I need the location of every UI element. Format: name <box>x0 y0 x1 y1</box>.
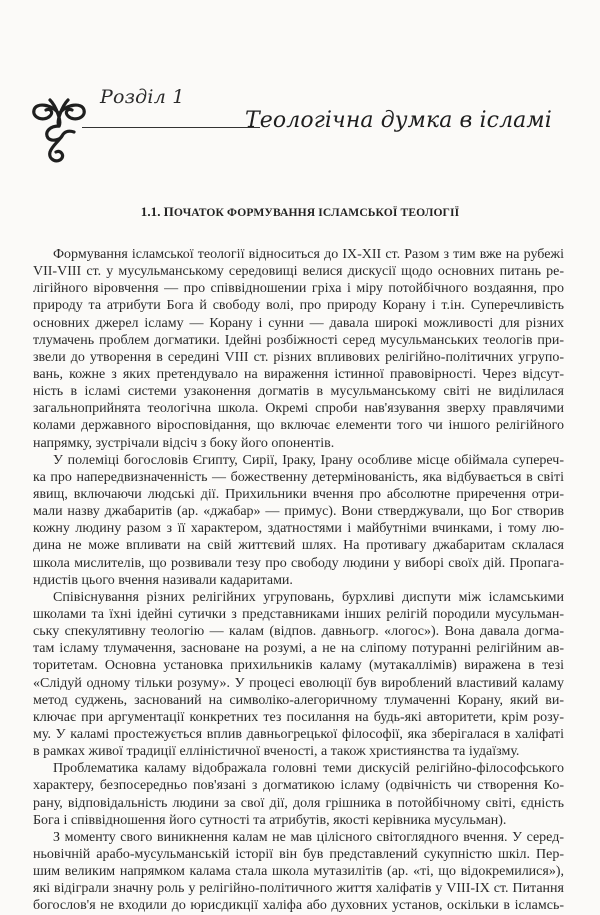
text-line: ську спекулятивну теологію — калам (відпов. давньогр. «логос»). Вона давала догма- <box>33 624 564 640</box>
text-line: ндистів цього вчення називали кадаритами. <box>33 572 293 588</box>
paragraph <box>33 246 564 452</box>
text-line: Формування ісламської теології відноситься до IX-XII ст. Разом з тим вже на рубежі <box>53 247 564 262</box>
text-line: колами державного віросповідання, що включає елементи того чи іншого релігійного <box>33 418 564 434</box>
text-line: ка про напередвизначенність — божественну детермінованість, яка відбувається в світі <box>33 469 564 485</box>
text-line: метод суджень, заснований на символіко-алегоричному тлумаченні Корану, який ви- <box>33 692 564 708</box>
paragraph <box>33 760 564 829</box>
text-line: кожну людину разом з її характером, здатностями і майбутніми вчинками, і тому лю- <box>33 521 564 537</box>
text-line: вань, кожне з яких претендувало на вираження істинної правовірності. Через відсут- <box>33 366 564 382</box>
text-line: там ісламу тлумачення, засноване на розумі, а не на сліпому потуранні релігійним ав- <box>33 641 564 657</box>
text-line: явищ, включаючи людські дії. Прихильники вчення про абсолютне приречення отри- <box>33 486 564 502</box>
section-title-initial: П <box>163 204 174 219</box>
text-line: З моменту свого виникнення калам не мав цілісного світоглядного вчення. У серед- <box>53 829 564 845</box>
body-text <box>33 246 564 914</box>
text-line: шим великим напрямком калама стала школа мутазилітів (ар. «ті, що відокремилися»), <box>33 864 564 880</box>
flourish-ornament-icon <box>28 96 90 166</box>
section-title: ОЧАТОК ФОРМУВАННЯ ІСЛАМСЬКОЇ ТЕОЛОГІЇ <box>173 206 460 219</box>
text-line: ньовічній арабо-мусульманській історії він був представлений сукупністю шкіл. Пер- <box>33 846 564 862</box>
text-line: школа мислителів, що розвивали тезу про свободу людини у виборі своїх дій. Пропага- <box>33 555 564 571</box>
text-line: торитетам. Основна установка прихильників каламу (мутакаллімів) виражена в тезі <box>33 658 564 674</box>
section-heading <box>0 204 600 220</box>
text-line: тлумачень проблем догматики. Ідейні розбіжності серед мусульманських теологів при- <box>33 332 564 348</box>
text-line: ність в ісламі системи узаконення догматів в мусульманському світі не виділилася <box>33 384 564 400</box>
text-line: рану, відповідальність людини за свої дії, доля грішника в потойбічному світі, єдність <box>33 795 564 811</box>
text-line: У полеміці богословів Єгипту, Сирії, Іраку, Ірану особливе місце обіймала супереч- <box>53 452 564 468</box>
text-line: му. У каламі простежується вплив давньогрецької філософії, яка зберігалася в халіфаті <box>33 726 564 742</box>
text-line: характеру, безпосередньо пов'язані з догматикою ісламу (одвічність чи створення Ко- <box>33 778 564 794</box>
text-line: основних джерел ісламу — Корану і сунни — давала широкі можливості для різних <box>33 315 564 331</box>
text-line: лігійного віровчення — про співвідношении гріха і міру потойбічного воздаяння, про <box>33 281 564 297</box>
text-line: школами та їхні ідейні сутички з представниками інших релігій породили мусульман- <box>33 606 564 622</box>
chapter-label: Розділ 1 <box>100 86 185 108</box>
text-line: богослов'я не входили до юрисдикції халіфа або духовних установ, оскільки в ісламсь- <box>33 898 564 914</box>
text-line: мали назву джабаритів (ар. «джабар» — примус). Вони стверджували, що Бог створив <box>33 504 564 520</box>
chapter-header <box>0 0 600 180</box>
paragraph <box>33 589 564 760</box>
text-line: VII-VIII ст. у мусульманському середовищі велися дискусії щодо основних питань ре- <box>33 264 564 280</box>
text-line: природу та атрибути Бога й свободу волі, про природу Корану і т.ін. Суперечливість <box>33 298 564 314</box>
chapter-title: Теологічна думка в ісламі <box>245 108 552 133</box>
text-line: ключає при аргументації конкретних тез посилання на будь-які авторитети, крім розу- <box>33 709 564 725</box>
section-number: 1.1. <box>140 204 161 219</box>
text-line: Бога і співвідношення його сутності та атрибутів, якості керівника мусульман). <box>33 812 507 828</box>
paragraph <box>33 452 564 589</box>
text-line: Проблематика каламу відображала головні теми дискусій релігійно-філософського <box>53 761 564 777</box>
text-line: «Слідуй одному тільки розуму». У процесі еволюції був вироблений властивий каламу <box>33 675 564 691</box>
text-line: звели до утворення в середині VIII ст. різних впливових релігійно-політичних угрупо- <box>33 349 564 365</box>
text-line: загальноприйнята теологічна школа. Окремі спроби нав'язування зверху правлячими <box>33 401 564 417</box>
text-line: напрямку, зустрічали відсіч з боку його опонентів. <box>33 435 335 451</box>
text-line: які відіграли значну роль у релігійно-політичного життя халіфатів у VIII-IX ст. Питання <box>33 881 564 897</box>
text-line: дина не може впливати на свій життєвий шлях. На противагу джабаритам склалася <box>33 538 564 554</box>
text-line: в рамках живої традиції елліністичної вченості, а також християнства та іудаїзму. <box>33 744 520 760</box>
paragraph <box>33 829 564 915</box>
chapter-rule-divider <box>82 127 260 128</box>
text-line: Співіснування різних релігійних угруповань, бурхливі диспути між ісламськими <box>53 589 564 605</box>
